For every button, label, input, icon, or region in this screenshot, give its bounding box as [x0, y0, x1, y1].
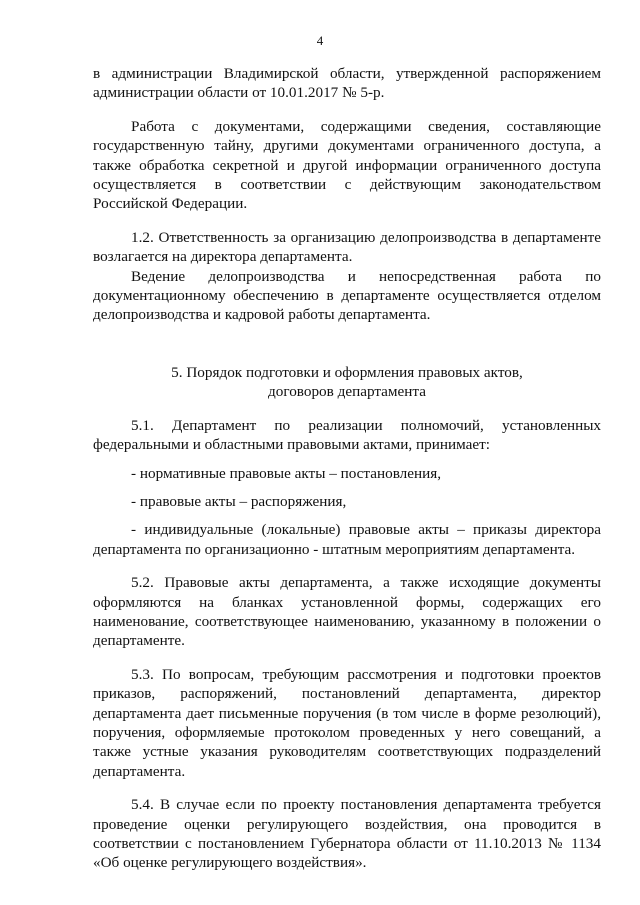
list-item-orders: - правовые акты – распоряжения, — [131, 492, 347, 510]
page-number: 4 — [316, 33, 324, 48]
paragraph-5-4: 5.4. В случае если по проекту постановления департамента требуется проведение оценки регулирующего воздействия, она проводится в соответствии с постановлением Губернатора области от 11.10.2013 № 1134 «Об оценке регулирующего воздействия». — [93, 796, 601, 872]
paragraph-5-2: 5.2. Правовые акты департамента, а также исходящие документы оформляются на бланках установленной формы, содержащих его наименование, соответствующее наименованию, указанному в положении о департаменте. — [93, 574, 601, 650]
paragraph-1-2: 1.2. Ответственность за организацию делопроизводства в департаменте возлагается на директора департамента. — [93, 228, 601, 266]
paragraph-secret-documents: Работа с документами, содержащими сведения, составляющие государственную тайну, другими документами ограниченного доступа, а также обработка секретной и другой информации ограниченного доступа осуществляется в соответствии с действующим законодательством Российской Федерации. — [93, 117, 601, 213]
section-5-title-line-2: договоров департамента — [268, 383, 426, 401]
paragraph-continuation: в администрации Владимирской области, утвержденной распоряжением администрации области от 10.01.2017 № 5-р. — [93, 65, 601, 102]
paragraph-5-3: 5.3. По вопросам, требующим рассмотрения и подготовки проектов приказов, распоряжений, постановлений департамента, директор департамента дает письменные поручения (в том числе в форме резолюций), поручения, оформляемые протоколом проведенных у него совещаний, а также устные указания руководителям соответствующих подразделений департамента. — [93, 665, 601, 780]
list-item-individual-acts: - индивидуальные (локальные) правовые акты – приказы директора департамента по организационно - штатным мероприятиям департамента. — [93, 521, 601, 558]
section-5-title-line-1: 5. Порядок подготовки и оформления правовых актов, — [171, 363, 523, 381]
list-item-regulations: - нормативные правовые акты – постановления, — [131, 464, 442, 482]
paragraph-5-1: 5.1. Департамент по реализации полномочий, установленных федеральными и областными правовыми актами, принимает: — [93, 416, 601, 454]
paragraph-1-2-record-keeping: Ведение делопроизводства и непосредственная работа по документационному обеспечению в департаменте осуществляется отделом делопроизводства и кадровой работы департамента. — [93, 267, 601, 324]
document-body — [93, 64, 601, 873]
